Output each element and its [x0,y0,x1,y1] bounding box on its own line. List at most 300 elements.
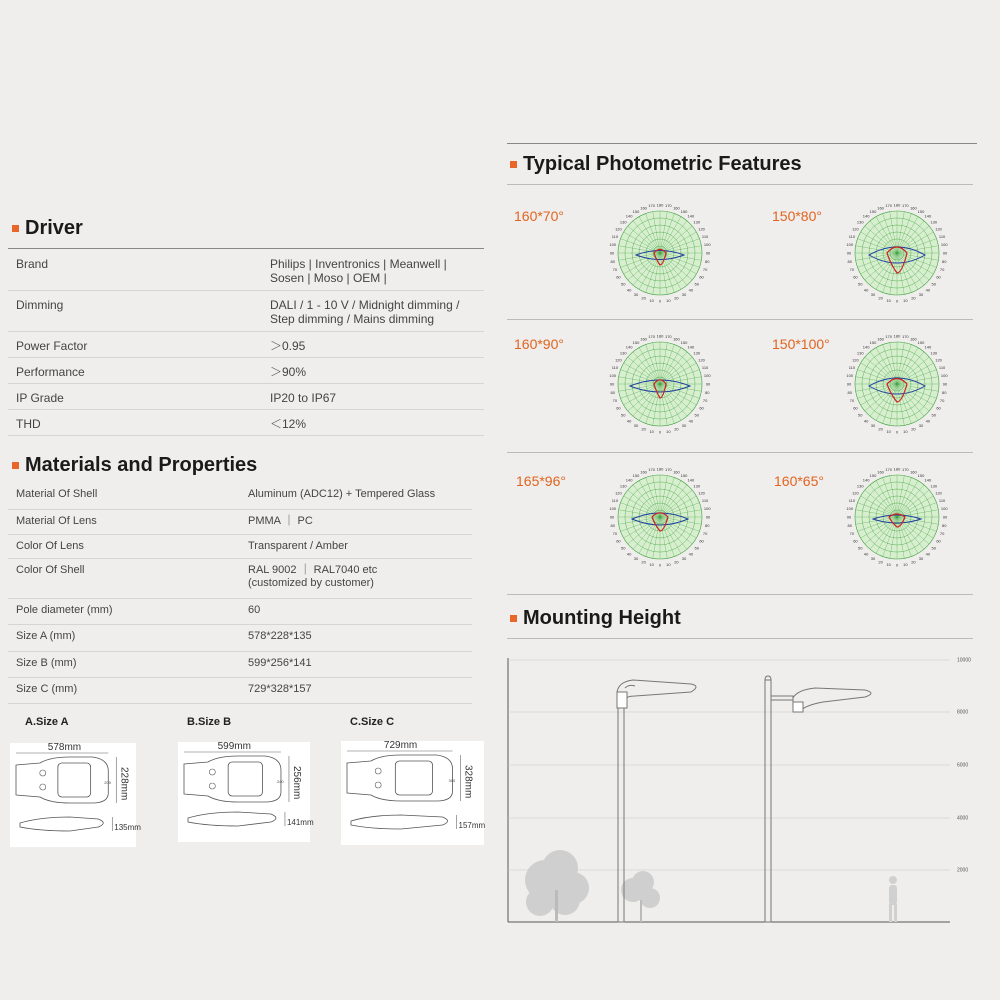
material-row-key: Color Of Lens [16,540,84,552]
svg-text:130: 130 [856,483,864,489]
person-icon [889,876,897,922]
svg-text:150: 150 [869,208,877,214]
height-scale-label: 6000 [957,762,969,769]
svg-text:100: 100 [703,373,711,379]
divider [507,184,973,185]
svg-text:20: 20 [878,426,883,432]
material-row-key: Material Of Shell [16,488,98,500]
driver-row-value: DALI / 1 - 10 V / Midnight dimming / Step dimming / Mains dimming [270,298,460,326]
svg-text:50: 50 [931,281,936,287]
beam-angle-label: 150*80° [772,208,822,224]
svg-text:40: 40 [688,418,694,424]
svg-text:140: 140 [687,477,695,483]
svg-text:110: 110 [938,365,946,371]
svg-text:130: 130 [693,483,701,489]
svg-text:170: 170 [648,467,656,473]
svg-text:90: 90 [705,250,711,256]
svg-text:60: 60 [936,405,941,411]
svg-text:30: 30 [633,423,639,429]
height-scale-label: 2000 [957,867,969,874]
size-label: B.Size B [187,716,232,728]
svg-text:130: 130 [856,350,864,356]
svg-text:80: 80 [847,258,852,264]
svg-text:120: 120 [698,226,705,232]
svg-text:60: 60 [616,274,621,280]
material-row [8,651,472,678]
svg-text:70: 70 [849,397,855,403]
svg-text:110: 110 [938,498,946,504]
svg-text:70: 70 [939,530,945,536]
svg-text:100: 100 [846,242,854,248]
svg-text:80: 80 [705,258,710,264]
beam-angle-label: 150*100° [772,336,830,352]
divider [507,452,973,453]
svg-text:100: 100 [703,242,711,248]
size-depth-label: 141mm [286,818,314,827]
svg-text:140: 140 [924,344,932,350]
svg-text:50: 50 [858,281,863,287]
driver-row-key: Performance [16,365,85,379]
svg-text:170: 170 [664,334,672,340]
material-row-value: 729*328*157 [248,683,312,695]
svg-text:170: 170 [885,203,893,209]
svg-text:170: 170 [664,203,672,209]
polar-diagram [605,462,715,572]
svg-text:70: 70 [612,266,618,272]
svg-text:90: 90 [609,381,615,387]
svg-text:170: 170 [664,467,672,473]
svg-text:80: 80 [610,389,615,395]
svg-text:160: 160 [640,336,647,342]
svg-text:20: 20 [674,295,679,301]
svg-text:140: 140 [862,344,870,350]
svg-text:10: 10 [886,561,891,567]
svg-text:80: 80 [705,389,710,395]
driver-row-key: Power Factor [16,339,88,353]
svg-text:60: 60 [616,538,621,544]
beam-angle-label: 160*90° [514,336,564,352]
svg-text:140: 140 [687,213,695,219]
svg-text:100: 100 [609,506,617,512]
pole-tall [765,676,871,922]
size-depth-label: 135mm [114,823,141,832]
size-drawing [178,741,314,842]
svg-text:20: 20 [674,426,679,432]
height-scale-label: 10000 [957,657,971,664]
polar-diagram [605,329,715,439]
svg-text:170: 170 [885,334,893,340]
svg-text:130: 130 [930,219,938,225]
material-row-key: Size B (mm) [16,657,77,669]
svg-text:40: 40 [925,418,931,424]
svg-text:0: 0 [658,429,662,435]
svg-text:110: 110 [938,234,946,240]
svg-text:120: 120 [615,226,622,232]
size-drawing [10,742,141,847]
divider [507,319,973,320]
svg-text:140: 140 [862,477,870,483]
svg-text:50: 50 [931,412,936,418]
svg-text:110: 110 [701,498,709,504]
height-scale-label: 8000 [957,709,969,716]
svg-text:160: 160 [877,336,884,342]
svg-text:180: 180 [656,202,664,208]
svg-text:40: 40 [688,551,694,557]
material-row [8,534,472,559]
svg-text:20: 20 [911,295,916,301]
svg-text:130: 130 [930,483,938,489]
svg-text:70: 70 [939,397,945,403]
svg-text:170: 170 [901,203,909,209]
svg-text:80: 80 [847,389,852,395]
svg-text:110: 110 [701,234,709,240]
svg-text:40: 40 [626,287,632,293]
svg-text:120: 120 [935,226,942,232]
svg-text:110: 110 [848,365,856,371]
size-inner-label: 240 [276,779,284,784]
svg-text:10: 10 [903,561,908,567]
svg-text:170: 170 [901,467,909,473]
svg-text:120: 120 [698,490,705,496]
svg-text:30: 30 [633,292,639,298]
size-width-label: 599mm [217,741,251,752]
svg-text:20: 20 [878,295,883,301]
height-scale-label: 4000 [957,815,969,822]
svg-text:20: 20 [641,426,646,432]
size-label: C.Size C [350,716,395,728]
driver-row [8,383,484,410]
svg-text:60: 60 [853,274,858,280]
svg-text:100: 100 [846,506,854,512]
divider [507,594,973,595]
divider [507,638,973,639]
svg-text:50: 50 [858,412,863,418]
svg-text:130: 130 [930,350,938,356]
svg-text:140: 140 [625,477,633,483]
svg-text:90: 90 [846,381,852,387]
svg-text:60: 60 [853,538,858,544]
svg-text:40: 40 [626,551,632,557]
polar-diagram [605,198,715,308]
bullet-square-icon [510,615,517,622]
svg-text:100: 100 [940,373,948,379]
svg-text:180: 180 [893,333,901,339]
svg-text:160: 160 [673,469,680,475]
beam-angle-label: 160*65° [774,473,824,489]
svg-text:100: 100 [609,373,617,379]
svg-text:60: 60 [699,405,704,411]
svg-text:160: 160 [877,469,884,475]
svg-text:30: 30 [681,292,687,298]
svg-text:40: 40 [863,418,869,424]
svg-text:150: 150 [680,339,688,345]
driver-row-key: Brand [16,257,49,271]
svg-text:150: 150 [917,472,925,478]
svg-text:20: 20 [674,559,679,565]
svg-text:30: 30 [681,423,687,429]
svg-text:160: 160 [877,205,884,211]
photometric-title: Typical Photometric Features [510,153,802,176]
svg-text:0: 0 [658,562,662,568]
svg-text:80: 80 [610,258,615,264]
svg-text:90: 90 [942,250,948,256]
svg-text:30: 30 [633,556,639,562]
svg-text:120: 120 [698,357,705,363]
mounting-title: Mounting Height [510,607,681,630]
svg-text:0: 0 [658,298,662,304]
svg-text:160: 160 [910,205,917,211]
svg-text:90: 90 [942,514,948,520]
svg-text:30: 30 [870,423,876,429]
driver-row [8,249,484,291]
svg-text:70: 70 [702,530,708,536]
material-row [8,558,472,599]
polar-diagram [842,198,952,308]
svg-text:10: 10 [903,297,908,303]
svg-text:90: 90 [942,381,948,387]
svg-text:100: 100 [703,506,711,512]
material-row-value: RAL 9002 ｜ RAL7040 etc (customized by customer) [248,564,378,589]
svg-text:50: 50 [621,545,626,551]
svg-text:130: 130 [856,219,864,225]
svg-text:120: 120 [935,490,942,496]
svg-text:100: 100 [846,373,854,379]
size-height-label: 228mm [118,767,130,801]
bullet-square-icon [510,161,517,168]
svg-text:110: 110 [611,498,619,504]
driver-row-value: Philips | Inventronics | Meanwell | Sosen | Moso | OEM | [270,257,447,285]
driver-row-value: ＞90% [270,365,307,379]
svg-text:120: 120 [615,357,622,363]
svg-text:150: 150 [632,208,640,214]
svg-text:20: 20 [878,559,883,565]
svg-text:130: 130 [619,483,627,489]
svg-text:10: 10 [649,297,654,303]
size-depth-label: 157mm [458,821,486,830]
material-row-key: Material Of Lens [16,515,97,527]
svg-text:80: 80 [610,522,615,528]
material-row-value: 578*228*135 [248,630,312,642]
size-inner-label: 200 [104,780,111,785]
size-drawing [341,741,484,845]
polar-diagram [842,329,952,439]
svg-text:10: 10 [649,561,654,567]
svg-text:30: 30 [918,423,924,429]
svg-text:150: 150 [869,339,877,345]
svg-text:130: 130 [619,219,627,225]
material-row-value: Transparent / Amber [248,540,348,552]
driver-row-value: ＜12% [270,417,307,431]
svg-text:70: 70 [939,266,945,272]
svg-text:110: 110 [701,365,709,371]
material-row-value: 60 [248,604,261,616]
svg-text:160: 160 [640,205,647,211]
svg-text:80: 80 [942,389,947,395]
svg-text:180: 180 [656,333,664,339]
svg-text:150: 150 [680,472,688,478]
svg-text:70: 70 [702,266,708,272]
svg-text:170: 170 [648,203,656,209]
material-row-key: Pole diameter (mm) [16,604,113,616]
svg-text:90: 90 [846,514,852,520]
svg-text:100: 100 [609,242,617,248]
svg-text:40: 40 [863,551,869,557]
svg-text:60: 60 [936,274,941,280]
material-row [8,509,472,535]
svg-text:120: 120 [852,490,859,496]
driver-row [8,357,484,384]
svg-text:60: 60 [936,538,941,544]
svg-text:150: 150 [869,472,877,478]
svg-text:70: 70 [849,266,855,272]
svg-text:60: 60 [699,274,704,280]
svg-text:20: 20 [641,559,646,565]
size-width-label: 578mm [47,742,82,753]
driver-row-value: IP20 to IP67 [270,391,337,405]
size-label: A.Size A [25,716,69,728]
svg-text:10: 10 [903,428,908,434]
svg-text:40: 40 [688,287,694,293]
material-row-key: Size A (mm) [16,630,76,642]
driver-row-value: ＞0.95 [270,339,306,353]
svg-text:130: 130 [693,350,701,356]
material-row [8,598,472,625]
svg-text:80: 80 [705,522,710,528]
svg-text:170: 170 [648,334,656,340]
svg-text:80: 80 [942,522,947,528]
svg-text:160: 160 [910,336,917,342]
svg-text:160: 160 [640,469,647,475]
svg-text:80: 80 [847,522,852,528]
svg-text:0: 0 [895,298,899,304]
driver-row [8,409,484,436]
svg-text:50: 50 [694,545,699,551]
size-height-label: 256mm [290,766,302,800]
material-row-key: Color Of Shell [16,564,85,576]
beam-angle-label: 165*96° [516,473,566,489]
svg-text:50: 50 [858,545,863,551]
driver-row-key: IP Grade [16,391,64,405]
svg-text:160: 160 [673,205,680,211]
svg-text:140: 140 [625,344,633,350]
svg-text:90: 90 [705,514,711,520]
svg-text:140: 140 [862,213,870,219]
svg-text:10: 10 [886,428,891,434]
material-row [8,677,472,704]
svg-text:170: 170 [885,467,893,473]
svg-text:60: 60 [699,538,704,544]
svg-text:180: 180 [656,466,664,472]
svg-text:70: 70 [612,397,618,403]
size-width-label: 729mm [383,740,418,751]
svg-text:100: 100 [940,506,948,512]
svg-text:120: 120 [852,226,859,232]
svg-text:50: 50 [621,412,626,418]
svg-text:40: 40 [626,418,632,424]
driver-row [8,331,484,358]
svg-text:160: 160 [673,336,680,342]
svg-text:50: 50 [621,281,626,287]
svg-text:10: 10 [666,428,671,434]
svg-text:120: 120 [852,357,859,363]
svg-text:180: 180 [893,202,901,208]
svg-text:150: 150 [632,339,640,345]
svg-text:60: 60 [616,405,621,411]
svg-text:70: 70 [849,530,855,536]
material-row-value: Aluminum (ADC12) + Tempered Glass [248,488,436,500]
svg-text:150: 150 [680,208,688,214]
tree-icon [525,850,660,922]
svg-text:60: 60 [853,405,858,411]
svg-text:20: 20 [911,426,916,432]
svg-text:100: 100 [940,242,948,248]
driver-row [8,290,484,332]
svg-text:70: 70 [702,397,708,403]
materials-title: Materials and Properties [12,454,257,477]
svg-text:0: 0 [895,562,899,568]
svg-text:160: 160 [910,469,917,475]
material-row-key: Size C (mm) [16,683,78,695]
divider [507,143,977,144]
svg-text:90: 90 [846,250,852,256]
svg-text:140: 140 [687,344,695,350]
beam-angle-label: 160*70° [514,208,564,224]
svg-text:130: 130 [693,219,701,225]
svg-text:120: 120 [615,490,622,496]
bullet-square-icon [12,462,19,469]
svg-text:30: 30 [870,556,876,562]
svg-text:120: 120 [935,357,942,363]
svg-text:30: 30 [870,292,876,298]
svg-text:140: 140 [625,213,633,219]
svg-text:150: 150 [917,339,925,345]
mounting-height-diagram [505,650,975,930]
bullet-square-icon [12,225,19,232]
size-height-label: 328mm [462,765,474,799]
svg-text:90: 90 [609,514,615,520]
svg-text:10: 10 [666,561,671,567]
driver-row-key: Dimming [16,298,64,312]
svg-text:140: 140 [924,213,932,219]
material-row [8,482,472,510]
svg-text:150: 150 [632,472,640,478]
driver-row-key: THD [16,417,41,431]
svg-text:10: 10 [666,297,671,303]
svg-text:110: 110 [848,234,856,240]
material-row-value: 599*256*141 [248,657,312,669]
svg-text:30: 30 [918,292,924,298]
svg-text:130: 130 [619,350,627,356]
polar-diagram [842,462,952,572]
svg-text:180: 180 [893,466,901,472]
svg-text:50: 50 [694,281,699,287]
svg-text:110: 110 [611,234,619,240]
svg-text:140: 140 [924,477,932,483]
material-row [8,624,472,652]
svg-text:40: 40 [863,287,869,293]
svg-text:50: 50 [931,545,936,551]
svg-text:10: 10 [886,297,891,303]
material-row-value: PMMA ｜ PC [248,515,313,527]
svg-text:40: 40 [925,287,931,293]
svg-text:150: 150 [917,208,925,214]
svg-text:0: 0 [895,429,899,435]
driver-title: Driver [12,217,83,240]
svg-text:110: 110 [611,365,619,371]
svg-text:90: 90 [705,381,711,387]
svg-text:70: 70 [612,530,618,536]
svg-text:20: 20 [641,295,646,301]
